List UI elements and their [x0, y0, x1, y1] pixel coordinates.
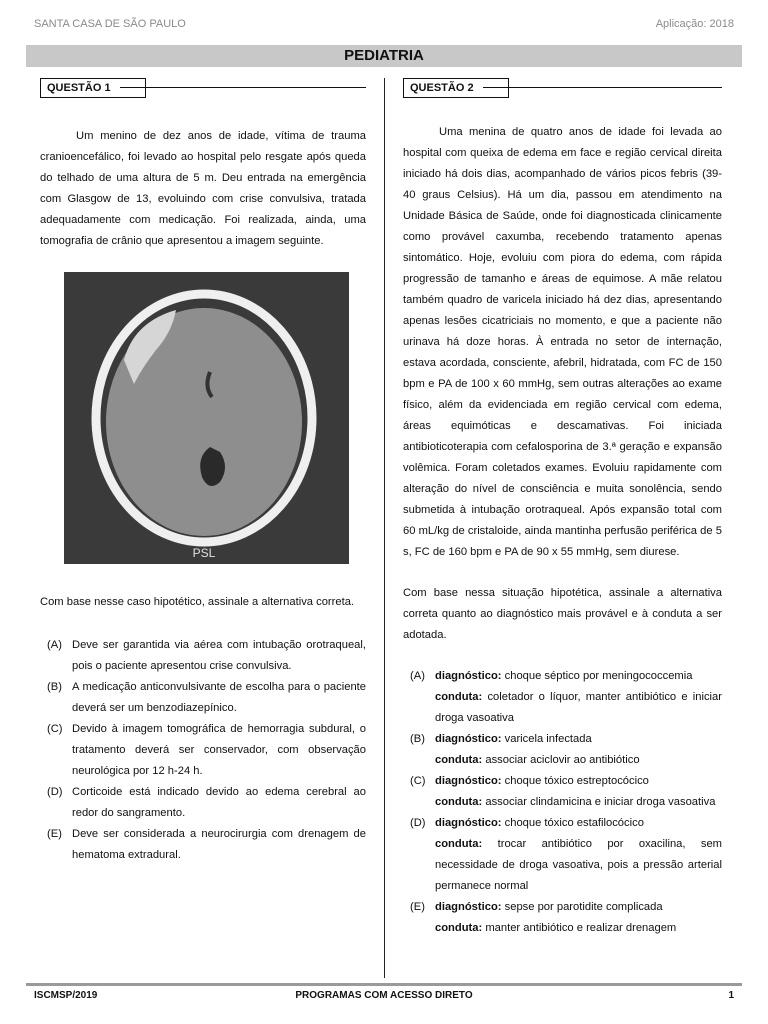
image-watermark: PSL	[192, 546, 216, 560]
option-diagnosis	[435, 813, 722, 834]
option-conduct	[435, 750, 722, 771]
ct-scan-image	[64, 272, 349, 564]
page-header	[34, 18, 734, 34]
option-letter: (D)	[410, 817, 426, 829]
option-letter: (A)	[410, 670, 425, 682]
section-title: PEDIATRIA	[26, 45, 742, 67]
conduct-text: coletador o líquor, manter antibiótico e iniciar droga vasoativa	[435, 691, 722, 724]
question-1-prompt: Com base nesse caso hipotético, assinale a alternativa correta.	[40, 596, 355, 608]
institution-name: SANTA CASA DE SÃO PAULO	[34, 18, 186, 30]
option-conduct	[435, 918, 722, 939]
option-letter: (E)	[410, 901, 425, 913]
option-conduct	[435, 792, 722, 813]
answer-option[interactable]	[403, 771, 722, 813]
conduct-text: trocar antibiótico por oxacilina, sem necessidade de droga vasoativa, pois a pressão arterial permanece normal	[435, 838, 722, 892]
option-letter: (E)	[47, 828, 62, 840]
heading-rule	[483, 87, 722, 88]
question-1-options	[40, 635, 366, 866]
question-1-statement: Um menino de dez anos de idade, vítima de trauma cranioencefálico, foi levado ao hospital pelo resgate após queda do telhado de uma altura de 5 m. Deu entrada na emergência com Glasgow de 13, evoluindo com crise convulsiva, tratada adequadamente com medicação. Foi realizada, ainda, uma tomografia de crânio que apresentou a imagem seguinte.	[40, 130, 366, 247]
question-2-prompt: Com base nessa situação hipotética, assinale a alternativa correta quanto ao diagnóstico mais provável e à conduta a ser adotada.	[403, 587, 722, 641]
answer-option[interactable]	[40, 677, 366, 719]
diagnosis-label: diagnóstico:	[435, 775, 502, 787]
option-letter: (A)	[47, 639, 62, 651]
answer-option[interactable]	[40, 782, 366, 824]
conduct-text: manter antibiótico e realizar drenagem	[485, 922, 677, 934]
option-letter: (B)	[47, 681, 62, 693]
question-1-label: QUESTÃO 1	[40, 78, 146, 98]
question-2	[403, 78, 722, 939]
answer-option[interactable]	[403, 729, 722, 771]
answer-option[interactable]	[40, 719, 366, 782]
question-1-heading	[40, 78, 366, 98]
option-text: A medicação anticonvulsivante de escolha para o paciente deverá ser um benzodiazepínico.	[72, 681, 366, 714]
diagnosis-label: diagnóstico:	[435, 670, 502, 682]
answer-option[interactable]	[40, 635, 366, 677]
option-letter: (D)	[47, 786, 63, 798]
answer-option[interactable]	[403, 666, 722, 729]
answer-option[interactable]	[40, 824, 366, 866]
diagnosis-label: diagnóstico:	[435, 817, 502, 829]
option-diagnosis	[435, 771, 722, 792]
question-2-label: QUESTÃO 2	[403, 78, 509, 98]
option-text: Deve ser considerada a neurocirurgia com drenagem de hematoma extradural.	[72, 828, 366, 861]
option-letter: (B)	[410, 733, 425, 745]
program-name: PROGRAMAS COM ACESSO DIRETO	[295, 990, 473, 1001]
diagnosis-text: choque tóxico estreptocócico	[504, 775, 649, 787]
diagnosis-label: diagnóstico:	[435, 901, 502, 913]
option-conduct	[435, 687, 722, 729]
application-year: Aplicação: 2018	[655, 18, 734, 30]
diagnosis-text: sepse por parotidite complicada	[504, 901, 663, 913]
conduct-label: conduta:	[435, 796, 483, 808]
heading-rule	[120, 87, 366, 88]
conduct-label: conduta:	[435, 691, 483, 703]
question-2-statement: Uma menina de quatro anos de idade foi levada ao hospital com queixa de edema em face e região cervical direita iniciado há dois dias, acompanhado de vários picos febris (39-40 graus Celsius). Há um dia, passou em atendimento na Unidade Básica de Saúde, onde foi diagnosticada clinicamente como provável caxumba, recebendo tratamento apenas sintomático. Hoje, evoluiu com piora do edema, com rápida progressão de tamanho e áreas de equimose. A mãe relatou também quadro de varicela iniciado há dez dias, apresentando apenas lesões cicatriciais no momento, e que a paciente não urinava há doze horas. À entrada no setor de internação, estava acordada, consciente, afebril, hidratada, com FC de 150 bpm e PA de 100 x 60 mmHg, sem outras alterações ao exame físico, além da evidenciada em região cervical com edema, áreas equimóticas e descamativas. Foi iniciada antibioticoterapia com cefalosporina de 3.ª geração e expansão volêmica. Foram coletados exames. Evoluiu rapidamente com alteração do nível de consciência e muita sonolência, sendo submetida à intubação orotraqueal. Após expansão total com 60 mL/kg de cristaloide, ainda mantinha perfusão periférica de 5 s, FC de 160 bpm e PA de 90 x 55 mmHg, sem diurese.	[403, 126, 722, 558]
answer-option[interactable]	[403, 813, 722, 897]
answer-option[interactable]	[403, 897, 722, 939]
column-divider	[384, 78, 385, 978]
question-2-options	[403, 666, 722, 939]
diagnosis-text: choque séptico por meningococcemia	[504, 670, 693, 682]
question-1	[40, 78, 366, 866]
exam-code: ISCMSP/2019	[34, 990, 98, 1001]
conduct-label: conduta:	[435, 838, 483, 850]
conduct-label: conduta:	[435, 922, 483, 934]
conduct-text: associar aciclovir ao antibiótico	[485, 754, 640, 766]
conduct-text: associar clindamicina e iniciar droga vasoativa	[485, 796, 716, 808]
diagnosis-label: diagnóstico:	[435, 733, 502, 745]
option-conduct	[435, 834, 722, 897]
option-letter: (C)	[47, 723, 63, 735]
footer-rule	[26, 983, 742, 986]
diagnosis-text: choque tóxico estafilocócico	[504, 817, 644, 829]
conduct-label: conduta:	[435, 754, 483, 766]
option-text: Corticoide está indicado devido ao edema cerebral ao redor do sangramento.	[72, 786, 366, 819]
option-diagnosis	[435, 897, 722, 918]
option-text: Deve ser garantida via aérea com intubação orotraqueal, pois o paciente apresentou crise convulsiva.	[72, 639, 366, 672]
page-number: 1	[728, 990, 734, 1001]
option-letter: (C)	[410, 775, 426, 787]
question-2-heading	[403, 78, 722, 98]
page-footer	[34, 990, 734, 1004]
option-text: Devido à imagem tomográfica de hemorragia subdural, o tratamento deverá ser conservador, com observação neurológica por 12 h-24 h.	[72, 723, 366, 777]
option-diagnosis	[435, 666, 722, 687]
option-diagnosis	[435, 729, 722, 750]
diagnosis-text: varicela infectada	[504, 733, 592, 745]
